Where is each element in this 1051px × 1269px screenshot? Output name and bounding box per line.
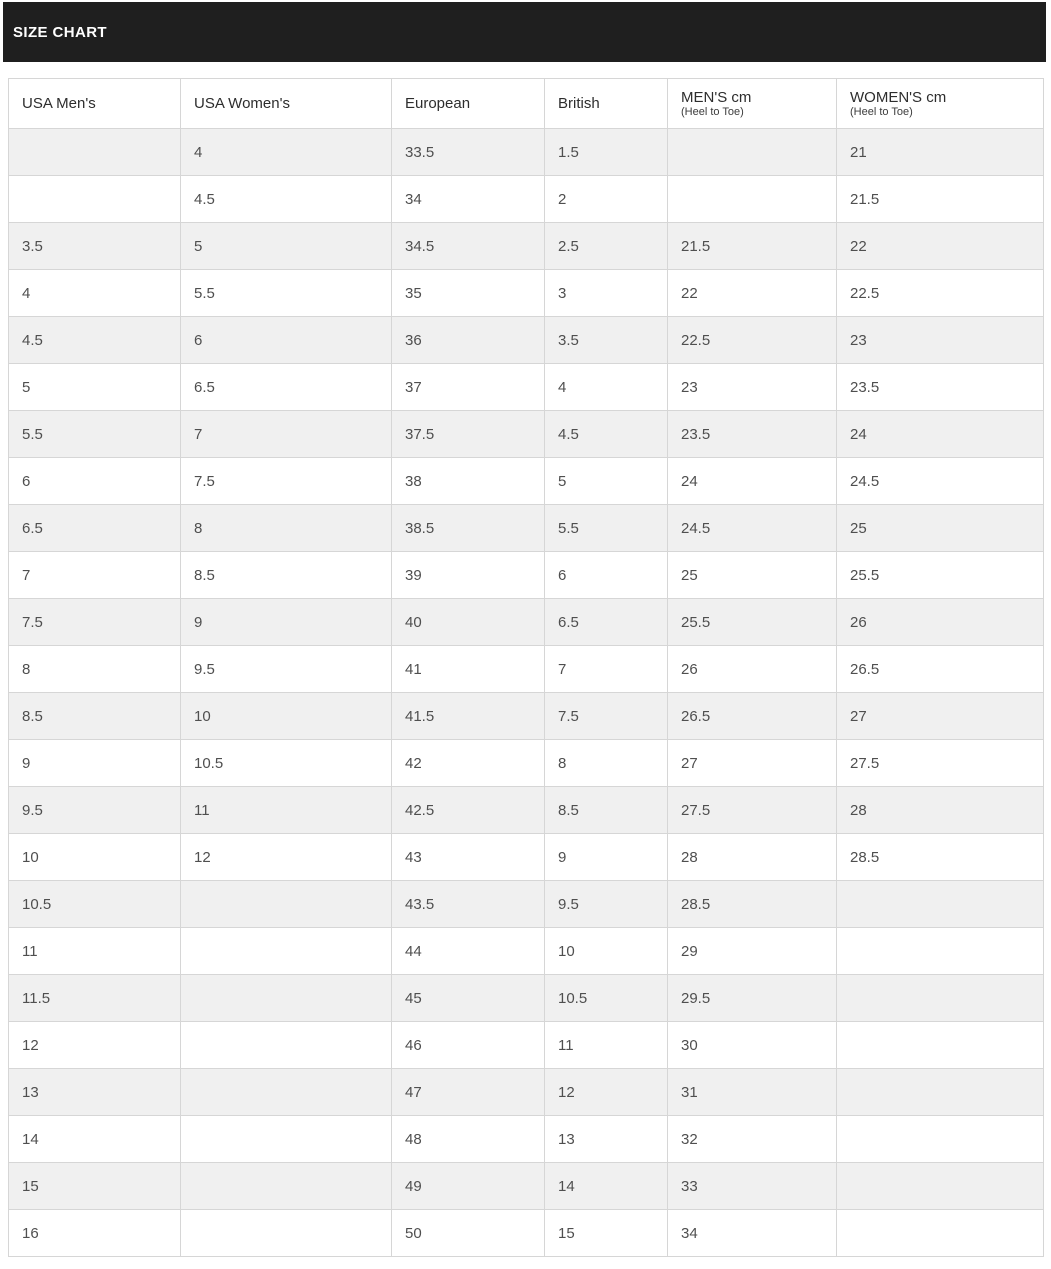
table-cell: 4 xyxy=(181,129,392,176)
table-cell: 7 xyxy=(9,552,181,599)
table-cell: 11 xyxy=(181,787,392,834)
table-cell: 4 xyxy=(9,270,181,317)
table-cell: 4.5 xyxy=(181,176,392,223)
table-cell: 9.5 xyxy=(9,787,181,834)
table-cell: 25 xyxy=(837,505,1044,552)
table-row xyxy=(9,1069,1044,1116)
table-cell: 14 xyxy=(545,1163,668,1210)
table-cell xyxy=(837,975,1044,1022)
table-cell: 6.5 xyxy=(181,364,392,411)
column-header-label: USA Women's xyxy=(194,94,290,112)
table-cell: 12 xyxy=(9,1022,181,1069)
table-cell: 9.5 xyxy=(181,646,392,693)
table-row xyxy=(9,411,1044,458)
table-row xyxy=(9,176,1044,223)
table-row xyxy=(9,740,1044,787)
table-cell: 9 xyxy=(545,834,668,881)
table-cell: 6.5 xyxy=(545,599,668,646)
table-cell: 34 xyxy=(392,176,545,223)
table-cell: 5 xyxy=(9,364,181,411)
table-cell: 12 xyxy=(181,834,392,881)
page-title: SIZE CHART xyxy=(13,23,107,41)
table-cell: 40 xyxy=(392,599,545,646)
table-cell: 26.5 xyxy=(668,693,837,740)
table-cell xyxy=(9,176,181,223)
table-cell xyxy=(181,928,392,975)
table-cell: 10.5 xyxy=(545,975,668,1022)
table-cell: 22.5 xyxy=(837,270,1044,317)
table-cell: 26 xyxy=(668,646,837,693)
table-row xyxy=(9,223,1044,270)
column-header-label: MEN'S cm xyxy=(681,88,752,106)
table-row xyxy=(9,834,1044,881)
table-cell: 39 xyxy=(392,552,545,599)
table-cell: 44 xyxy=(392,928,545,975)
table-cell: 11 xyxy=(9,928,181,975)
table-row xyxy=(9,1022,1044,1069)
table-cell: 42 xyxy=(392,740,545,787)
table-cell xyxy=(181,1069,392,1116)
table-cell xyxy=(837,1210,1044,1257)
table-cell: 30 xyxy=(668,1022,837,1069)
table-cell xyxy=(181,975,392,1022)
table-cell: 7 xyxy=(545,646,668,693)
table-cell: 7.5 xyxy=(9,599,181,646)
table-row xyxy=(9,646,1044,693)
table-cell: 23.5 xyxy=(837,364,1044,411)
table-cell: 24 xyxy=(668,458,837,505)
table-row xyxy=(9,505,1044,552)
table-cell xyxy=(668,129,837,176)
table-cell: 10.5 xyxy=(181,740,392,787)
table-cell: 24.5 xyxy=(668,505,837,552)
size-chart-table xyxy=(8,78,1044,1257)
table-cell xyxy=(181,1116,392,1163)
table-cell: 27 xyxy=(668,740,837,787)
table-cell: 11.5 xyxy=(9,975,181,1022)
table-cell: 10 xyxy=(545,928,668,975)
table-row xyxy=(9,317,1044,364)
table-cell xyxy=(181,1210,392,1257)
table-row xyxy=(9,881,1044,928)
table-cell: 7 xyxy=(181,411,392,458)
table-cell: 28 xyxy=(837,787,1044,834)
table-cell: 1.5 xyxy=(545,129,668,176)
table-cell: 8 xyxy=(181,505,392,552)
table-cell: 28.5 xyxy=(668,881,837,928)
table-cell: 8.5 xyxy=(181,552,392,599)
table-cell: 25 xyxy=(668,552,837,599)
table-cell: 3.5 xyxy=(545,317,668,364)
table-body xyxy=(9,129,1044,1257)
column-header-usa-mens xyxy=(9,79,181,129)
table-row xyxy=(9,1116,1044,1163)
column-header-sublabel: (Heel to Toe) xyxy=(681,105,744,118)
column-header-usa-womens xyxy=(181,79,392,129)
table-cell: 31 xyxy=(668,1069,837,1116)
table-cell: 28 xyxy=(668,834,837,881)
table-cell xyxy=(181,1163,392,1210)
column-header-british xyxy=(545,79,668,129)
table-cell: 8 xyxy=(545,740,668,787)
table-cell: 23.5 xyxy=(668,411,837,458)
table-cell: 27 xyxy=(837,693,1044,740)
header-row xyxy=(9,79,1044,129)
table-cell: 4 xyxy=(545,364,668,411)
table-cell: 41 xyxy=(392,646,545,693)
table-row xyxy=(9,364,1044,411)
table-cell: 42.5 xyxy=(392,787,545,834)
table-cell: 46 xyxy=(392,1022,545,1069)
table-cell: 36 xyxy=(392,317,545,364)
table-cell: 25.5 xyxy=(837,552,1044,599)
column-header-label: WOMEN'S cm xyxy=(850,88,947,106)
table-cell: 26.5 xyxy=(837,646,1044,693)
column-header-label: British xyxy=(558,94,600,112)
table-row xyxy=(9,270,1044,317)
table-cell: 8.5 xyxy=(9,693,181,740)
table-row xyxy=(9,599,1044,646)
table-cell: 4.5 xyxy=(545,411,668,458)
size-chart-section xyxy=(8,78,1043,1257)
table-cell: 13 xyxy=(9,1069,181,1116)
table-cell: 6 xyxy=(181,317,392,364)
table-row xyxy=(9,928,1044,975)
table-cell: 6 xyxy=(9,458,181,505)
table-cell: 47 xyxy=(392,1069,545,1116)
table-cell: 7.5 xyxy=(181,458,392,505)
table-cell: 50 xyxy=(392,1210,545,1257)
table-cell xyxy=(181,1022,392,1069)
table-cell: 37 xyxy=(392,364,545,411)
table-cell xyxy=(9,129,181,176)
table-cell: 2 xyxy=(545,176,668,223)
column-header-label: European xyxy=(405,94,471,112)
table-row xyxy=(9,1163,1044,1210)
table-cell: 37.5 xyxy=(392,411,545,458)
table-cell: 8.5 xyxy=(545,787,668,834)
table-cell: 15 xyxy=(9,1163,181,1210)
table-cell: 35 xyxy=(392,270,545,317)
column-header-mens-cm xyxy=(668,79,837,129)
column-header-womens-cm xyxy=(837,79,1044,129)
table-cell: 9 xyxy=(181,599,392,646)
table-row xyxy=(9,1210,1044,1257)
table-cell xyxy=(668,176,837,223)
table-cell: 10 xyxy=(9,834,181,881)
table-cell: 3.5 xyxy=(9,223,181,270)
table-cell: 29 xyxy=(668,928,837,975)
table-cell: 5.5 xyxy=(9,411,181,458)
table-cell: 21.5 xyxy=(668,223,837,270)
table-cell xyxy=(837,881,1044,928)
table-cell: 10.5 xyxy=(9,881,181,928)
table-cell xyxy=(837,928,1044,975)
table-cell xyxy=(181,881,392,928)
table-cell: 5.5 xyxy=(545,505,668,552)
table-cell xyxy=(837,1069,1044,1116)
table-cell: 21 xyxy=(837,129,1044,176)
table-cell: 22 xyxy=(837,223,1044,270)
table-cell: 27.5 xyxy=(668,787,837,834)
table-cell: 22 xyxy=(668,270,837,317)
table-cell: 29.5 xyxy=(668,975,837,1022)
table-cell: 24 xyxy=(837,411,1044,458)
table-cell: 26 xyxy=(837,599,1044,646)
table-cell: 49 xyxy=(392,1163,545,1210)
table-cell: 11 xyxy=(545,1022,668,1069)
table-cell: 13 xyxy=(545,1116,668,1163)
column-header-european xyxy=(392,79,545,129)
table-cell: 38 xyxy=(392,458,545,505)
table-cell: 5 xyxy=(181,223,392,270)
table-row xyxy=(9,787,1044,834)
table-cell: 24.5 xyxy=(837,458,1044,505)
table-cell: 8 xyxy=(9,646,181,693)
table-cell: 15 xyxy=(545,1210,668,1257)
table-cell: 6 xyxy=(545,552,668,599)
table-cell: 43 xyxy=(392,834,545,881)
table-cell: 45 xyxy=(392,975,545,1022)
table-cell: 14 xyxy=(9,1116,181,1163)
table-cell: 34.5 xyxy=(392,223,545,270)
table-cell: 33 xyxy=(668,1163,837,1210)
table-cell xyxy=(837,1022,1044,1069)
table-row xyxy=(9,975,1044,1022)
table-cell: 3 xyxy=(545,270,668,317)
table-row xyxy=(9,552,1044,599)
table-cell: 32 xyxy=(668,1116,837,1163)
table-cell: 28.5 xyxy=(837,834,1044,881)
table-cell: 22.5 xyxy=(668,317,837,364)
table-cell: 4.5 xyxy=(9,317,181,364)
table-cell: 23 xyxy=(837,317,1044,364)
table-cell: 9 xyxy=(9,740,181,787)
table-cell xyxy=(837,1163,1044,1210)
column-header-label: USA Men's xyxy=(22,94,96,112)
table-row xyxy=(9,693,1044,740)
table-cell: 23 xyxy=(668,364,837,411)
table-cell: 12 xyxy=(545,1069,668,1116)
table-cell: 48 xyxy=(392,1116,545,1163)
table-cell: 5 xyxy=(545,458,668,505)
table-cell: 38.5 xyxy=(392,505,545,552)
table-cell: 34 xyxy=(668,1210,837,1257)
table-cell: 7.5 xyxy=(545,693,668,740)
table-cell: 41.5 xyxy=(392,693,545,740)
table-cell: 2.5 xyxy=(545,223,668,270)
table-cell: 6.5 xyxy=(9,505,181,552)
table-cell: 5.5 xyxy=(181,270,392,317)
table-cell: 16 xyxy=(9,1210,181,1257)
table-cell: 21.5 xyxy=(837,176,1044,223)
table-cell: 9.5 xyxy=(545,881,668,928)
column-header-sublabel: (Heel to Toe) xyxy=(850,105,913,118)
table-header xyxy=(9,79,1044,129)
table-cell: 25.5 xyxy=(668,599,837,646)
table-cell: 10 xyxy=(181,693,392,740)
table-cell: 27.5 xyxy=(837,740,1044,787)
table-cell: 33.5 xyxy=(392,129,545,176)
table-row xyxy=(9,129,1044,176)
size-chart-titlebar xyxy=(3,2,1046,62)
table-cell: 43.5 xyxy=(392,881,545,928)
table-cell xyxy=(837,1116,1044,1163)
table-row xyxy=(9,458,1044,505)
